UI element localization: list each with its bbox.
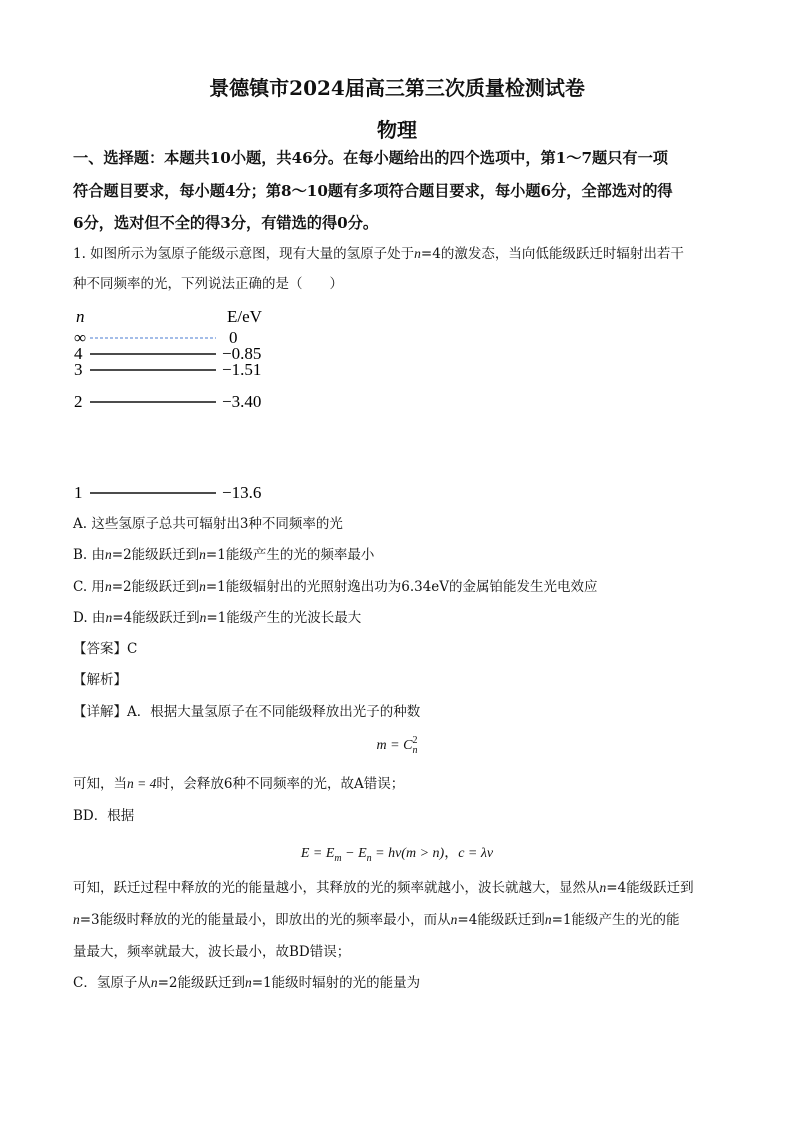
energy-levels [74, 328, 261, 502]
formula1-lhs: m = C [376, 738, 413, 754]
detail-line-4-a: 可知，跃迁过程中释放的光的能量越小，其释放的光的频率就越小，波长就越大，显然从 [73, 880, 600, 896]
q1-text-a: 1. 如图所示为氢原子能级示意图，现有大量的氢原子处于 [73, 246, 415, 262]
subject-title: 物理 [377, 118, 417, 142]
n-axis-label: n [76, 307, 85, 326]
formula2-c: c = λν [458, 846, 494, 861]
opt-c-text-2: =2能级跃迁到 [111, 579, 200, 595]
level-n-label: 4 [74, 344, 83, 363]
formula2-sub-n: n [366, 852, 372, 864]
answer: 【答案】C [73, 641, 138, 657]
opt-b-text-3: =1能级产生的光的频率最小 [205, 547, 375, 563]
opt-d-var-1: n [105, 610, 113, 625]
formula1-sup: 2 [412, 735, 418, 746]
formula1-scripts [412, 736, 417, 756]
level-energy-label: −3.40 [222, 392, 262, 411]
detail-line-4-var: n [599, 880, 607, 895]
energy-level-diagram [70, 305, 310, 505]
detail-line-7 [73, 973, 723, 993]
formula2-rest: = hν(m > n) [371, 846, 445, 861]
detail-line-7-var-2: n [245, 975, 252, 990]
opt-b-var-2: n [199, 547, 206, 562]
opt-d-var-2: n [199, 610, 207, 625]
detail-line-5-b: =4能级跃迁到 [457, 912, 545, 928]
opt-b-var-1: n [105, 547, 112, 562]
energy-axis-label: E/eV [227, 307, 262, 326]
detail-line-7-b: =2能级跃迁到 [157, 975, 245, 991]
level-n-label: 2 [74, 392, 83, 411]
opt-c-text-1: C. 用 [73, 579, 105, 595]
formula2-e: E = E [300, 846, 335, 861]
option-c [73, 577, 723, 597]
opt-c-var-1: n [104, 579, 112, 594]
detail-line-5 [73, 910, 723, 930]
detail-line-4 [73, 878, 723, 898]
formula-energy [0, 842, 794, 864]
level-energy-label: −13.6 [222, 483, 262, 502]
detail-line-5-var-2: n [450, 912, 458, 927]
opt-c-text-3: =1能级辐射出的光照射逸出功为6.34eV的金属铂能发生光电效应 [205, 579, 598, 595]
detail-line-2 [73, 774, 723, 794]
detail-line-7-a: C．氢原子从 [73, 975, 151, 991]
formula2-minus-e: − E [341, 846, 367, 861]
detail-line-4-b: =4能级跃迁到 [606, 880, 694, 896]
detail-line-2-a: 可知，当 [73, 776, 127, 792]
level-energy-label: −1.51 [222, 360, 262, 379]
opt-d-text-3: =1能级产生的光波长最大 [206, 610, 362, 626]
formula2-sub-m: m [334, 852, 342, 864]
question1-line-2: 种不同频率的光，下列说法正确的是（ ） [73, 276, 343, 292]
analysis-label: 【解析】 [73, 672, 127, 688]
detail-line-5-var-1: n [73, 912, 80, 927]
level-energy-label: 0 [229, 328, 238, 347]
q1-text-b: =4的激发态，当向低能级跃迁时辐射出若干 [420, 246, 684, 262]
option-a: A. 这些氢原子总共可辐射出3种不同频率的光 [73, 516, 343, 532]
detail-line-7-var-1: n [150, 975, 158, 990]
opt-b-text-1: B. 由 [73, 547, 106, 563]
detail-line-5-var-3: n [544, 912, 552, 927]
detail-line-5-c: =1能级产生的光的能 [551, 912, 680, 928]
formula1-sub: n [412, 745, 418, 756]
option-b [73, 545, 723, 565]
level-n-label: 3 [74, 360, 83, 379]
section-header-line-3: 6分，选对但不全的得3分，有错选的得0分。 [73, 214, 379, 232]
detail-line-5-a: =3能级时释放的光的能量最小，即放出的光的频率最小，而从 [79, 912, 451, 928]
opt-b-text-2: =2能级跃迁到 [111, 547, 200, 563]
detail-line-2-b: 时，会释放6种不同频率的光，故A错误； [156, 776, 405, 792]
section-header-line-2: 符合题目要求，每小题4分；第8～10题有多项符合题目要求，每小题6分，全部选对的得 [73, 182, 673, 200]
detail-line-2-var: n = 4 [127, 776, 157, 791]
detail-line-1: 【详解】A．根据大量氢原子在不同能级释放出光子的种数 [73, 704, 421, 720]
option-d [73, 608, 723, 628]
detail-line-3: BD．根据 [73, 808, 135, 824]
question1-line-1 [73, 244, 723, 264]
opt-d-text-2: =4能级跃迁到 [112, 610, 200, 626]
formula-combination [0, 736, 794, 756]
level-n-label: 1 [74, 483, 83, 502]
detail-line-7-c: =1能级时辐射的光的能量为 [251, 975, 421, 991]
section-header-line-1: 一、选择题：本题共10小题，共46分。在每小题给出的四个选项中，第1～7题只有一项 [73, 149, 668, 167]
opt-c-var-2: n [199, 579, 206, 594]
detail-line-6: 量最大，频率就最大，波长最小，故BD错误； [73, 944, 351, 960]
formula2-separator: ， [444, 846, 459, 861]
level-energy-label: −0.85 [222, 344, 262, 363]
exam-title: 景德镇市2024届高三第三次质量检测试卷 [209, 76, 585, 100]
level-n-label: ∞ [74, 328, 87, 347]
opt-d-text-1: D. 由 [73, 610, 106, 626]
q1-var-n: n [414, 246, 421, 261]
